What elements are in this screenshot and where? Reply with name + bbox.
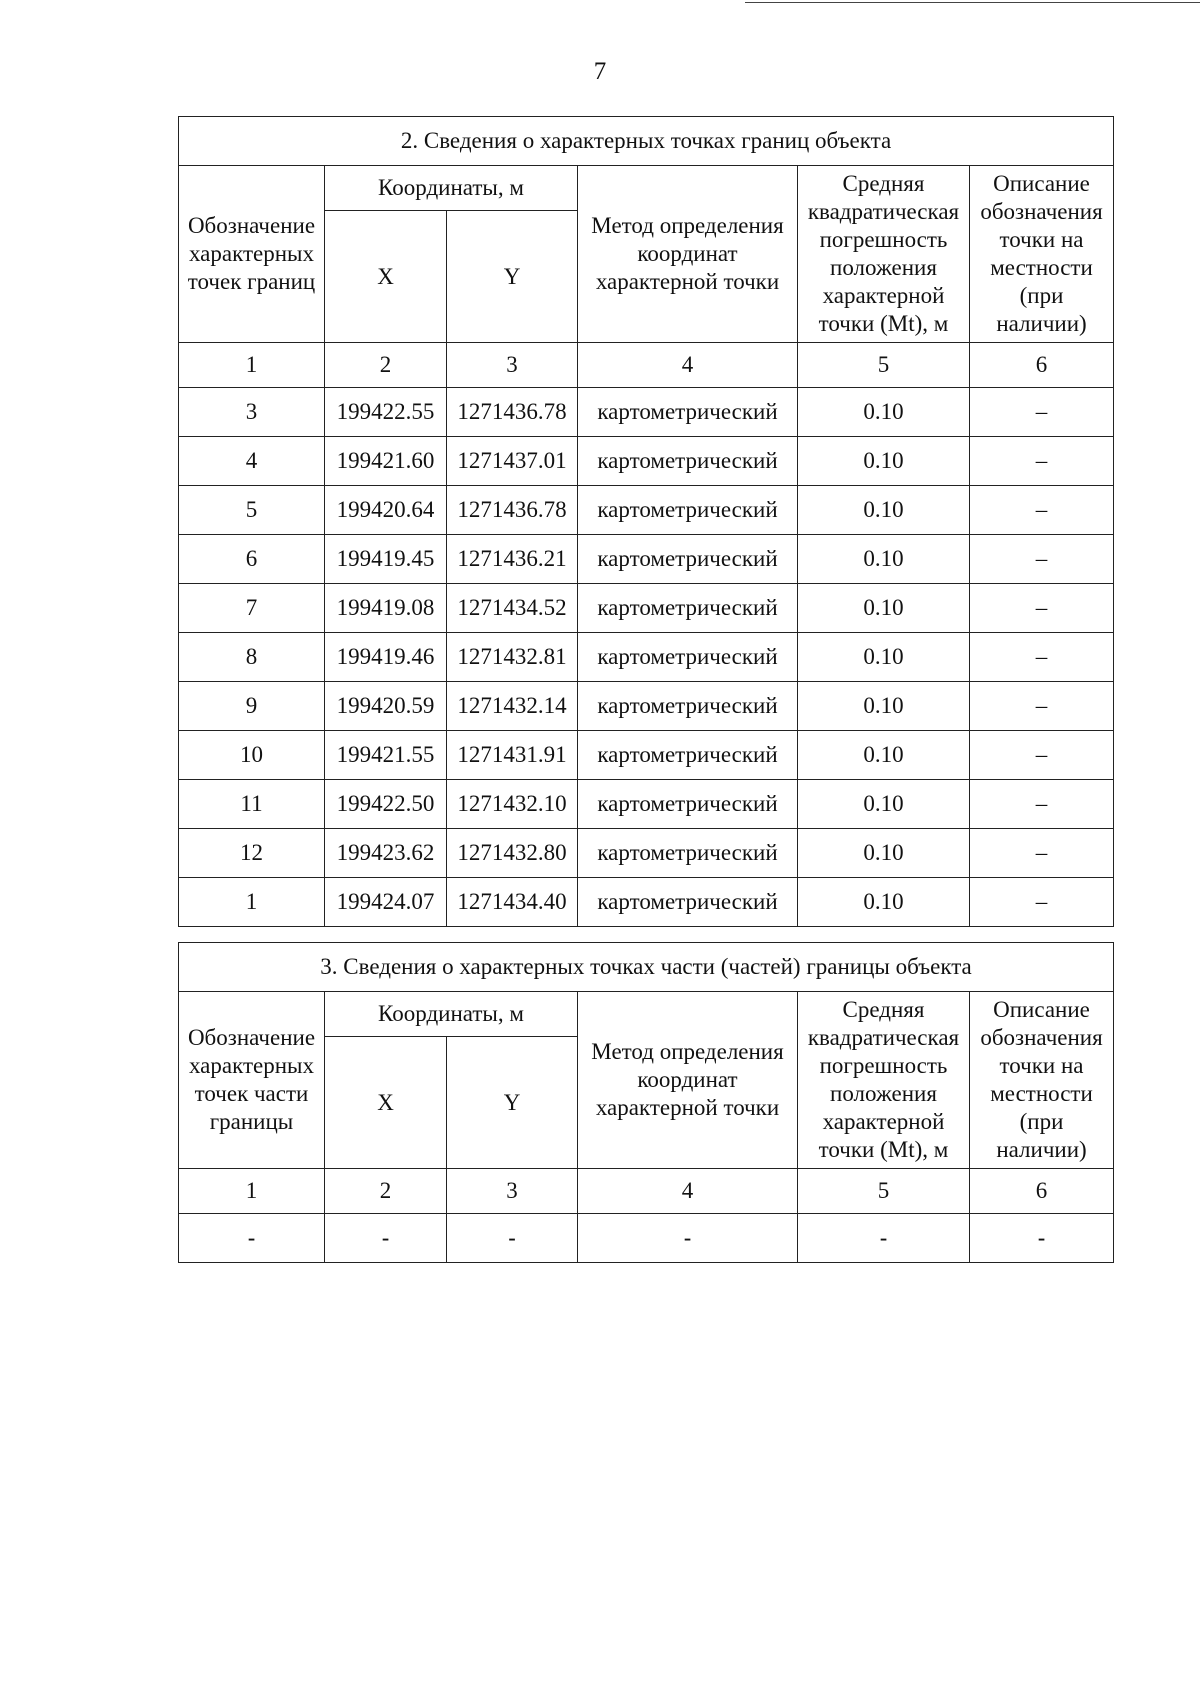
point-id-cell: 4: [179, 437, 325, 486]
accuracy-cell: 0.10: [798, 535, 970, 584]
table-row: [179, 437, 1114, 486]
description-cell: –: [970, 486, 1114, 535]
y-coordinate-cell: 1271432.10: [447, 780, 578, 829]
x-coordinate-cell: 199422.55: [325, 388, 447, 437]
header-accuracy: Средняя квадратическая погрешность положения характерной точки (Mt), м: [798, 992, 970, 1169]
x-coordinate-cell: 199424.07: [325, 878, 447, 927]
accuracy-cell: 0.10: [798, 633, 970, 682]
column-number: 5: [798, 343, 970, 388]
y-coordinate-cell: 1271432.14: [447, 682, 578, 731]
point-id-cell: -: [179, 1214, 325, 1263]
y-coordinate-cell: 1271436.78: [447, 486, 578, 535]
header-method: Метод определения координат характерной точки: [578, 166, 798, 343]
method-cell: картометрический: [578, 486, 798, 535]
x-coordinate-cell: 199420.59: [325, 682, 447, 731]
accuracy-cell: 0.10: [798, 682, 970, 731]
header-accuracy: Средняя квадратическая погрешность положения характерной точки (Mt), м: [798, 166, 970, 343]
accuracy-cell: 0.10: [798, 731, 970, 780]
x-coordinate-cell: -: [325, 1214, 447, 1263]
header-designation: Обозначение характерных точек границ: [179, 166, 325, 343]
table-row: [179, 486, 1114, 535]
description-cell: –: [970, 780, 1114, 829]
accuracy-cell: 0.10: [798, 584, 970, 633]
table-row: [179, 633, 1114, 682]
header-description: Описание обозначения точки на местности (при наличии): [970, 992, 1114, 1169]
header-description: Описание обозначения точки на местности (при наличии): [970, 166, 1114, 343]
header-method: Метод определения координат характерной точки: [578, 992, 798, 1169]
point-id-cell: 12: [179, 829, 325, 878]
method-cell: картометрический: [578, 633, 798, 682]
point-id-cell: 7: [179, 584, 325, 633]
column-number: 1: [179, 1169, 325, 1214]
accuracy-cell: 0.10: [798, 878, 970, 927]
point-id-cell: 5: [179, 486, 325, 535]
column-number: 6: [970, 1169, 1114, 1214]
column-number: 2: [325, 1169, 447, 1214]
method-cell: картометрический: [578, 584, 798, 633]
table-row: [179, 731, 1114, 780]
accuracy-cell: 0.10: [798, 486, 970, 535]
header-x: X: [325, 211, 447, 343]
y-coordinate-cell: -: [447, 1214, 578, 1263]
header-coordinates: Координаты, м: [325, 166, 578, 211]
y-coordinate-cell: 1271432.81: [447, 633, 578, 682]
description-cell: –: [970, 535, 1114, 584]
column-number: 6: [970, 343, 1114, 388]
x-coordinate-cell: 199423.62: [325, 829, 447, 878]
y-coordinate-cell: 1271434.52: [447, 584, 578, 633]
method-cell: картометрический: [578, 682, 798, 731]
point-id-cell: 9: [179, 682, 325, 731]
x-coordinate-cell: 199421.60: [325, 437, 447, 486]
point-id-cell: 1: [179, 878, 325, 927]
part-boundary-points-table: [178, 942, 1114, 1263]
description-cell: –: [970, 682, 1114, 731]
description-cell: –: [970, 584, 1114, 633]
description-cell: –: [970, 878, 1114, 927]
point-id-cell: 11: [179, 780, 325, 829]
method-cell: картометрический: [578, 437, 798, 486]
boundary-points-table: [178, 116, 1114, 927]
table-row: [179, 388, 1114, 437]
method-cell: картометрический: [578, 780, 798, 829]
description-cell: –: [970, 388, 1114, 437]
table-row: [179, 829, 1114, 878]
accuracy-cell: 0.10: [798, 780, 970, 829]
method-cell: картометрический: [578, 731, 798, 780]
y-coordinate-cell: 1271434.40: [447, 878, 578, 927]
column-number: 2: [325, 343, 447, 388]
y-coordinate-cell: 1271436.21: [447, 535, 578, 584]
method-cell: картометрический: [578, 535, 798, 584]
page-number: 7: [593, 58, 607, 85]
x-coordinate-cell: 199419.46: [325, 633, 447, 682]
column-number: 1: [179, 343, 325, 388]
accuracy-cell: 0.10: [798, 388, 970, 437]
table-row: [179, 535, 1114, 584]
method-cell: картометрический: [578, 829, 798, 878]
header-y: Y: [447, 211, 578, 343]
description-cell: –: [970, 731, 1114, 780]
point-id-cell: 6: [179, 535, 325, 584]
column-number: 3: [447, 343, 578, 388]
y-coordinate-cell: 1271432.80: [447, 829, 578, 878]
column-number: 4: [578, 343, 798, 388]
x-coordinate-cell: 199419.08: [325, 584, 447, 633]
top-rule: [745, 2, 1200, 3]
description-cell: –: [970, 633, 1114, 682]
header-designation: Обозначение характерных точек части границы: [179, 992, 325, 1169]
column-number: 5: [798, 1169, 970, 1214]
x-coordinate-cell: 199421.55: [325, 731, 447, 780]
table-row: [179, 878, 1114, 927]
description-cell: -: [970, 1214, 1114, 1263]
accuracy-cell: -: [798, 1214, 970, 1263]
x-coordinate-cell: 199422.50: [325, 780, 447, 829]
accuracy-cell: 0.10: [798, 829, 970, 878]
point-id-cell: 3: [179, 388, 325, 437]
x-coordinate-cell: 199420.64: [325, 486, 447, 535]
column-number: 4: [578, 1169, 798, 1214]
y-coordinate-cell: 1271431.91: [447, 731, 578, 780]
section-title: 2. Сведения о характерных точках границ объекта: [179, 117, 1114, 166]
method-cell: картометрический: [578, 388, 798, 437]
description-cell: –: [970, 829, 1114, 878]
table-row: [179, 682, 1114, 731]
point-id-cell: 8: [179, 633, 325, 682]
column-number: 3: [447, 1169, 578, 1214]
table-row: [179, 1214, 1114, 1263]
header-x: X: [325, 1037, 447, 1169]
header-coordinates: Координаты, м: [325, 992, 578, 1037]
header-y: Y: [447, 1037, 578, 1169]
section-title: 3. Сведения о характерных точках части (частей) границы объекта: [179, 943, 1114, 992]
table-row: [179, 584, 1114, 633]
description-cell: –: [970, 437, 1114, 486]
y-coordinate-cell: 1271436.78: [447, 388, 578, 437]
table-row: [179, 780, 1114, 829]
method-cell: -: [578, 1214, 798, 1263]
method-cell: картометрический: [578, 878, 798, 927]
y-coordinate-cell: 1271437.01: [447, 437, 578, 486]
accuracy-cell: 0.10: [798, 437, 970, 486]
point-id-cell: 10: [179, 731, 325, 780]
x-coordinate-cell: 199419.45: [325, 535, 447, 584]
